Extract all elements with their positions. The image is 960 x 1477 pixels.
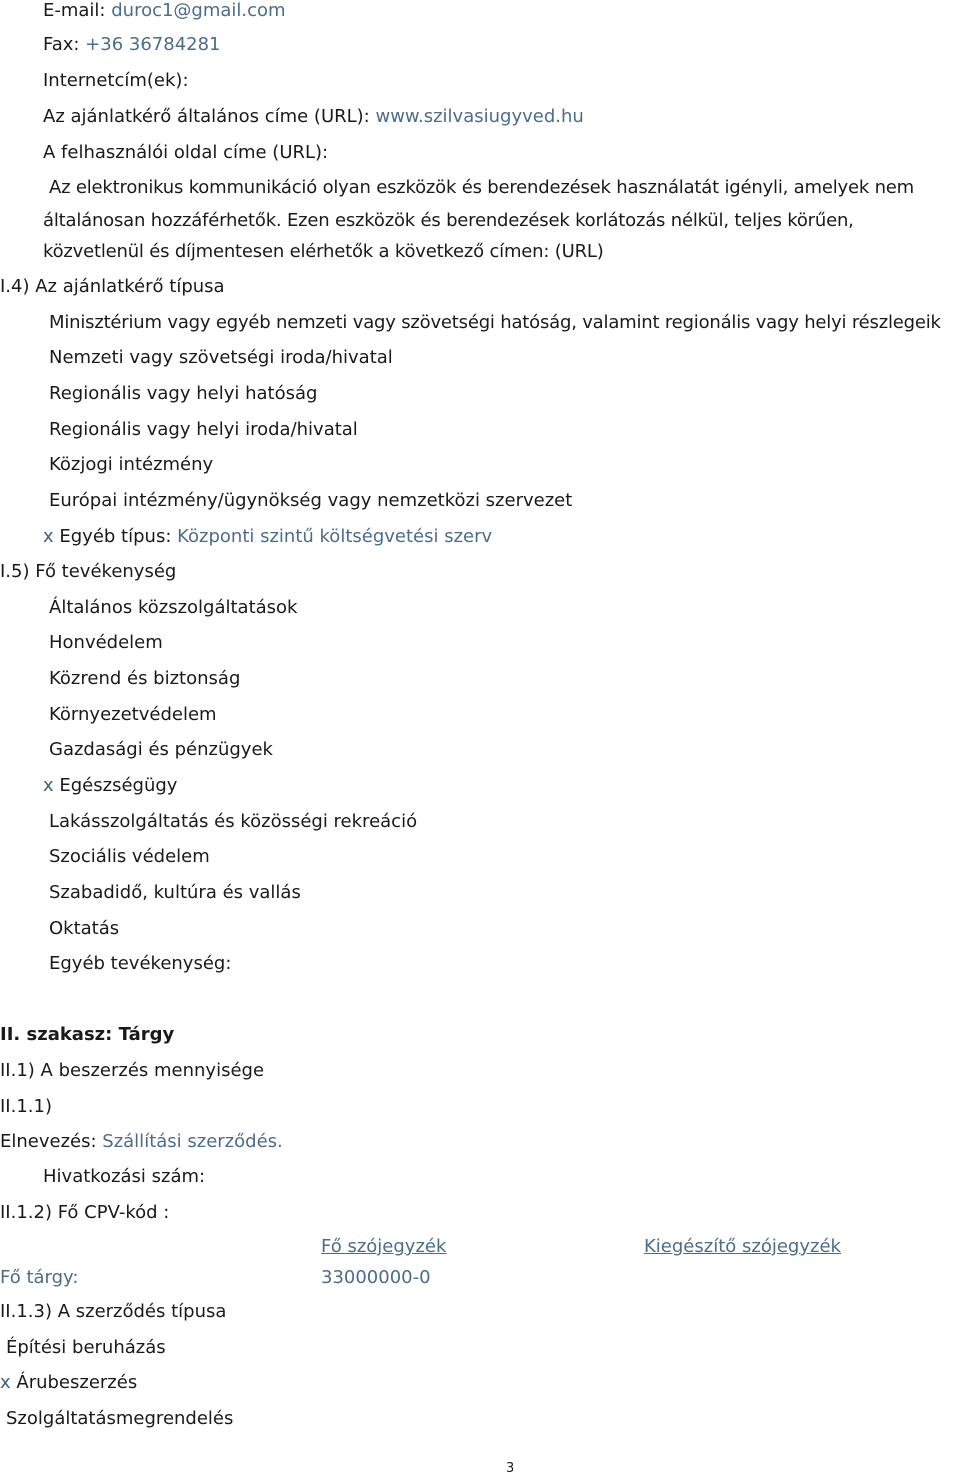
fax-label: Fax: [43,34,86,55]
other-type-value: Központi szintű költségvetési szerv [177,526,493,547]
electronic-comm-line-2: általánosan hozzáférhetők. Ezen eszközök és berendezések korlátozás nélkül, teljes körűen, [43,210,854,231]
section-i5-heading: I.5) Fő tevékenység [0,561,177,582]
selected-mark: x [0,1372,11,1393]
general-url-label: Az ajánlatkérő általános címe (URL): [43,106,376,127]
page-number: 3 [506,1461,515,1476]
cpv-main-subject-code: 33000000-0 [321,1267,431,1288]
contract-type-works: Építési beruházás [6,1337,166,1358]
cpv-heading: II.1.2) Fő CPV-kód : [0,1202,170,1223]
activity-housing: Lakásszolgáltatás és közösségi rekreáció [49,811,418,832]
cpv-main-vocabulary-link[interactable]: Fő szójegyzék [321,1236,447,1257]
authority-type-other [43,526,492,548]
reference-number-label: Hivatkozási szám: [43,1166,206,1187]
activity-economic-financial: Gazdasági és pénzügyek [49,739,273,760]
activity-health [43,775,177,797]
electronic-comm-line-1: Az elektronikus kommunikáció olyan eszközök és berendezések használatát igényli, amelyek nem [49,177,915,198]
section-i4-heading: I.4) Az ajánlatkérő típusa [0,276,225,297]
email-label: E-mail: [43,0,112,21]
section-ii11-heading: II.1.1) [0,1096,52,1117]
fax-value: +36 36784281 [85,34,221,55]
title-label: Elnevezés: [0,1131,103,1152]
other-type-label: Egyéb típus: [53,526,178,547]
activity-general-public-services: Általános közszolgáltatások [49,597,298,618]
title-line [0,1131,283,1153]
title-value: Szállítási szerződés. [102,1131,283,1152]
contract-type-supplies-label: Árubeszerzés [10,1372,138,1393]
activity-defence: Honvédelem [49,632,163,653]
general-url-link[interactable]: www.szilvasiugyved.hu [375,106,584,127]
contract-type-services: Szolgáltatásmegrendelés [6,1408,234,1429]
contract-type-heading: II.1.3) A szerződés típusa [0,1301,227,1322]
authority-type-public-law-body: Közjogi intézmény [49,454,214,475]
internet-label: Internetcím(ek): [43,70,189,91]
electronic-comm-line-3: közvetlenül és díjmentesen elérhetők a következő címen: (URL) [43,241,604,262]
authority-type-ministry: Minisztérium vagy egyéb nemzeti vagy szövetségi hatóság, valamint regionális vagy helyi részlegeik [49,312,941,333]
fax-line [43,34,221,56]
section-ii-heading: II. szakasz: Tárgy [0,1024,175,1045]
activity-environment: Környezetvédelem [49,704,217,725]
activity-education: Oktatás [49,918,120,939]
authority-type-national-agency: Nemzeti vagy szövetségi iroda/hivatal [49,347,393,368]
selected-mark: x [43,526,54,547]
authority-type-regional-agency: Regionális vagy helyi iroda/hivatal [49,419,358,440]
email-line [43,0,286,22]
activity-other: Egyéb tevékenység: [49,953,232,974]
activity-recreation-culture: Szabadidő, kultúra és vallás [49,882,301,903]
activity-public-order: Közrend és biztonság [49,668,241,689]
contract-type-supplies [0,1372,137,1394]
general-url-line [43,106,584,128]
selected-mark: x [43,775,54,796]
authority-type-european-institution: Európai intézmény/ügynökség vagy nemzetközi szervezet [49,490,573,511]
cpv-main-subject-label: Fő tárgy: [0,1267,79,1288]
cpv-supplementary-vocabulary-link[interactable]: Kiegészítő szójegyzék [644,1236,841,1257]
section-ii1-heading: II.1) A beszerzés mennyisége [0,1060,265,1081]
authority-type-regional-authority: Regionális vagy helyi hatóság [49,383,318,404]
activity-social-protection: Szociális védelem [49,846,210,867]
activity-health-label: Egészségügy [53,775,178,796]
email-link[interactable]: duroc1@gmail.com [111,0,286,21]
buyer-profile-label: A felhasználói oldal címe (URL): [43,142,329,163]
